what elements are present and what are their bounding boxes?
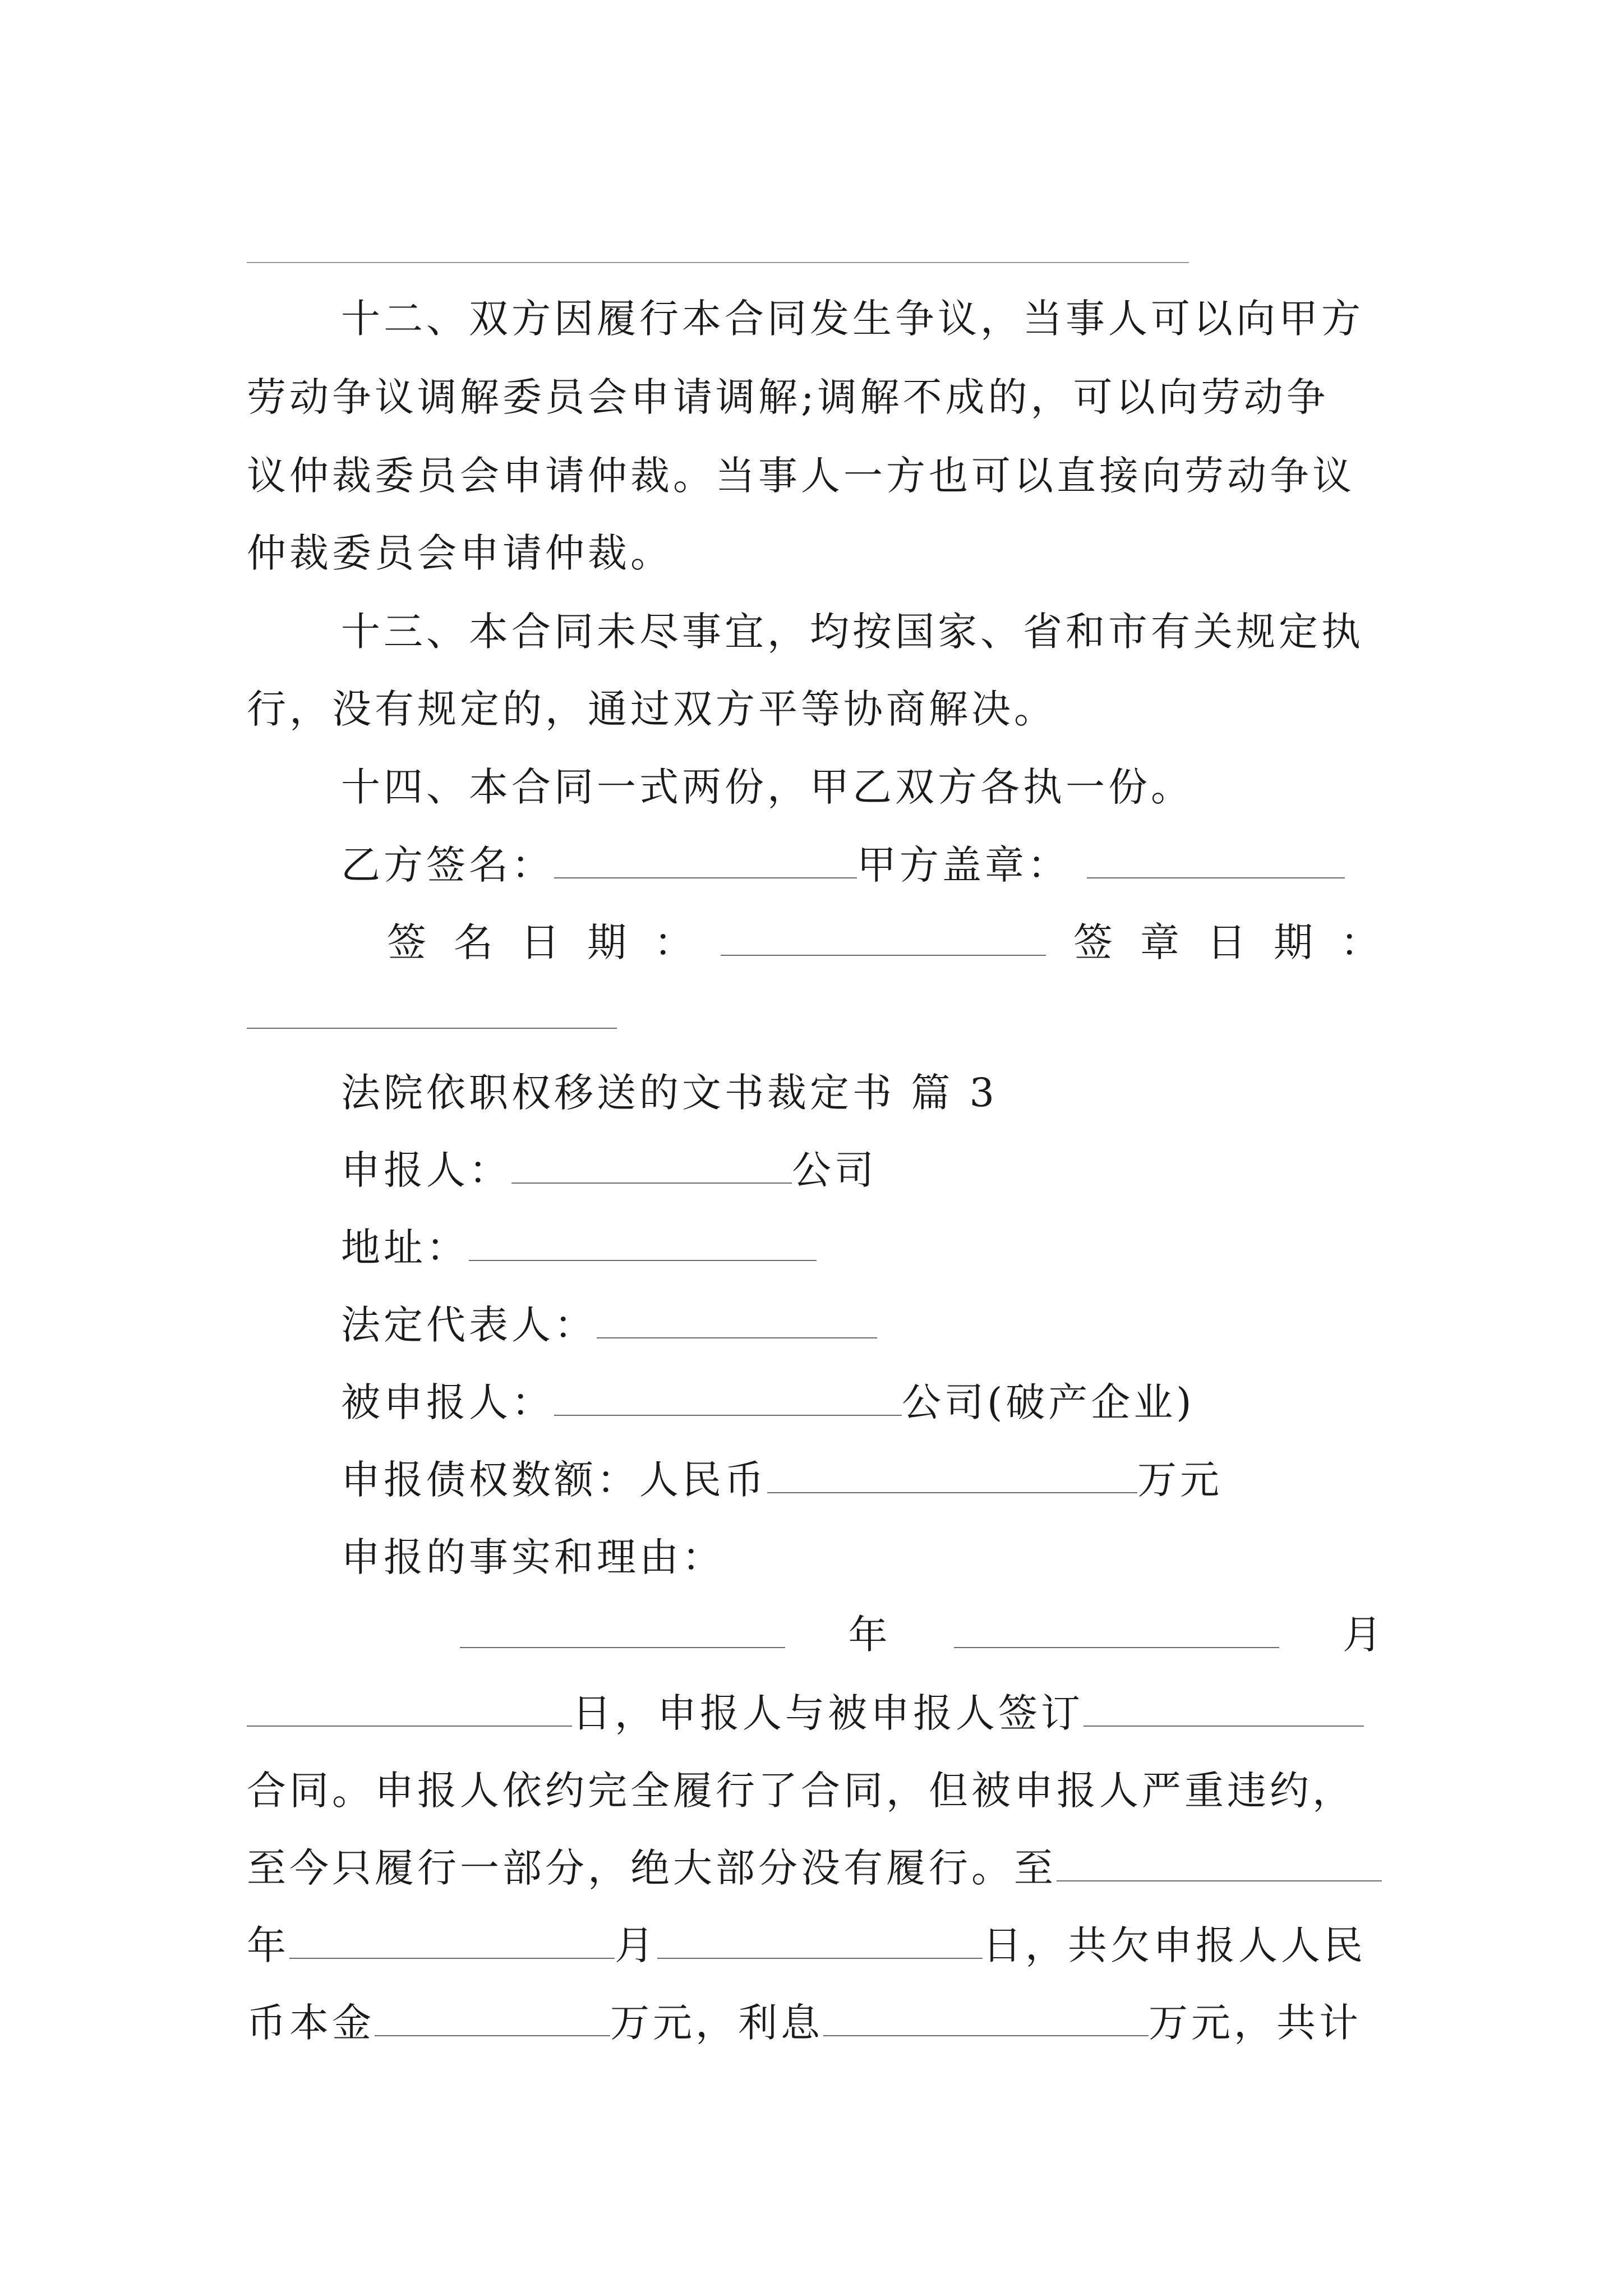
facts-line-2: [247, 1686, 1385, 1740]
applicant-label: 申报人：: [341, 1147, 511, 1193]
signature-line: [341, 838, 1385, 892]
contract-month-blank[interactable]: [954, 1612, 1279, 1648]
contract-day-blank[interactable]: [247, 1691, 572, 1727]
legal-rep-label: 法定代表人：: [341, 1302, 597, 1348]
facts-label: 申报的事实和理由：: [341, 1534, 725, 1580]
respondent-suffix: 公司(破产企业): [902, 1379, 1195, 1425]
claim-amount-suffix: 万元: [1137, 1457, 1223, 1503]
clause-12-line-3: 议仲裁委员会申请仲裁。当事人一方也可以直接向劳动争议: [247, 453, 1355, 499]
party-a-seal-blank[interactable]: [1087, 843, 1345, 878]
sign-date-char-4: 期: [587, 919, 626, 965]
clause-12-line-4: 仲裁委员会申请仲裁。: [247, 530, 673, 576]
debt-year-blank[interactable]: [1057, 1846, 1382, 1881]
address-blank[interactable]: [469, 1225, 817, 1261]
sign-date-char-2: 名: [454, 919, 493, 965]
legal-rep-line: [341, 1298, 1385, 1352]
principal-label: 币本金: [247, 2000, 375, 2046]
clause-13-line-1: 十三、本合同未尽事宜，均按国家、省和市有关规定执: [341, 609, 1364, 655]
clause-14: 十四、本合同一式两份，甲乙双方各执一份。: [341, 764, 1193, 810]
seal-date-char-5: ：: [1340, 919, 1380, 965]
sign-date-char-3: 日: [520, 919, 560, 965]
facts-line-5: [247, 1918, 1385, 1972]
claim-amount-label: 申报债权数额：人民币: [341, 1457, 767, 1503]
debt-day-blank[interactable]: [657, 1923, 983, 1959]
facts-line-4: [247, 1841, 1385, 1895]
seal-date-char-1: 签: [1073, 919, 1113, 965]
applicant-suffix: 公司: [792, 1147, 877, 1193]
sign-date-char-1: 签: [387, 919, 426, 965]
address-label: 地址：: [341, 1225, 469, 1271]
claim-amount-blank[interactable]: [767, 1457, 1137, 1493]
facts-line-6: [247, 1996, 1385, 2050]
contract-year-label: 年: [848, 1612, 891, 1658]
seal-date-char-3: 日: [1207, 919, 1246, 965]
principal-blank[interactable]: [375, 2000, 610, 2036]
debt-month-blank[interactable]: [289, 1923, 615, 1959]
facts-line-3: 合同。申报人依约完全履行了合同，但被申报人严重违约，: [247, 1768, 1355, 1814]
debt-month-label: 月: [615, 1922, 657, 1968]
contract-year-blank[interactable]: [460, 1612, 785, 1648]
debt-year-label: 年: [247, 1922, 289, 1968]
applicant-blank[interactable]: [511, 1148, 792, 1184]
clause-12-line-1: 十二、双方因履行本合同发生争议，当事人可以向甲方: [341, 296, 1364, 342]
legal-rep-blank[interactable]: [597, 1303, 877, 1338]
facts-line-1: [460, 1608, 1385, 1662]
facts-line-4-text: 至今只履行一部分，绝大部分没有履行。至: [247, 1845, 1057, 1891]
seal-date-char-2: 章: [1140, 919, 1179, 965]
address-line: [341, 1221, 1385, 1274]
respondent-label: 被申报人：: [341, 1379, 554, 1425]
contract-month-label: 月: [1342, 1612, 1385, 1658]
total-label: 万元，共计: [1149, 2000, 1362, 2046]
clause-12-line-2: 劳动争议调解委员会申请调解;调解不成的，可以向劳动争: [247, 374, 1329, 420]
top-divider: [247, 262, 1189, 263]
party-b-signature-label: 乙方签名：: [341, 842, 554, 888]
contract-name-blank[interactable]: [1083, 1691, 1364, 1727]
section-3-title: 法院依职权移送的文书裁定书 篇 3: [341, 1070, 998, 1116]
seal-date-blank-continuation[interactable]: [247, 1028, 617, 1029]
facts-line-2-text: 日，申报人与被申报人签订: [572, 1690, 1083, 1736]
interest-label: 万元，利息: [610, 2000, 823, 2046]
claim-amount-line: [341, 1453, 1385, 1507]
sign-date-blank[interactable]: [721, 920, 1046, 956]
interest-blank[interactable]: [823, 2000, 1149, 2036]
sign-date-char-5: ：: [654, 919, 693, 965]
respondent-blank[interactable]: [554, 1380, 902, 1416]
facts-line-5-tail: 日，共欠申报人人民: [983, 1922, 1366, 1968]
party-b-signature-blank[interactable]: [554, 843, 857, 878]
seal-date-char-4: 期: [1274, 919, 1313, 965]
applicant-line: [341, 1143, 1385, 1197]
signature-date-line: [387, 915, 1380, 969]
party-a-seal-label: 甲方盖章：: [857, 842, 1070, 888]
respondent-line: [341, 1375, 1385, 1429]
clause-13-line-2: 行，没有规定的，通过双方平等协商解决。: [247, 686, 1057, 732]
